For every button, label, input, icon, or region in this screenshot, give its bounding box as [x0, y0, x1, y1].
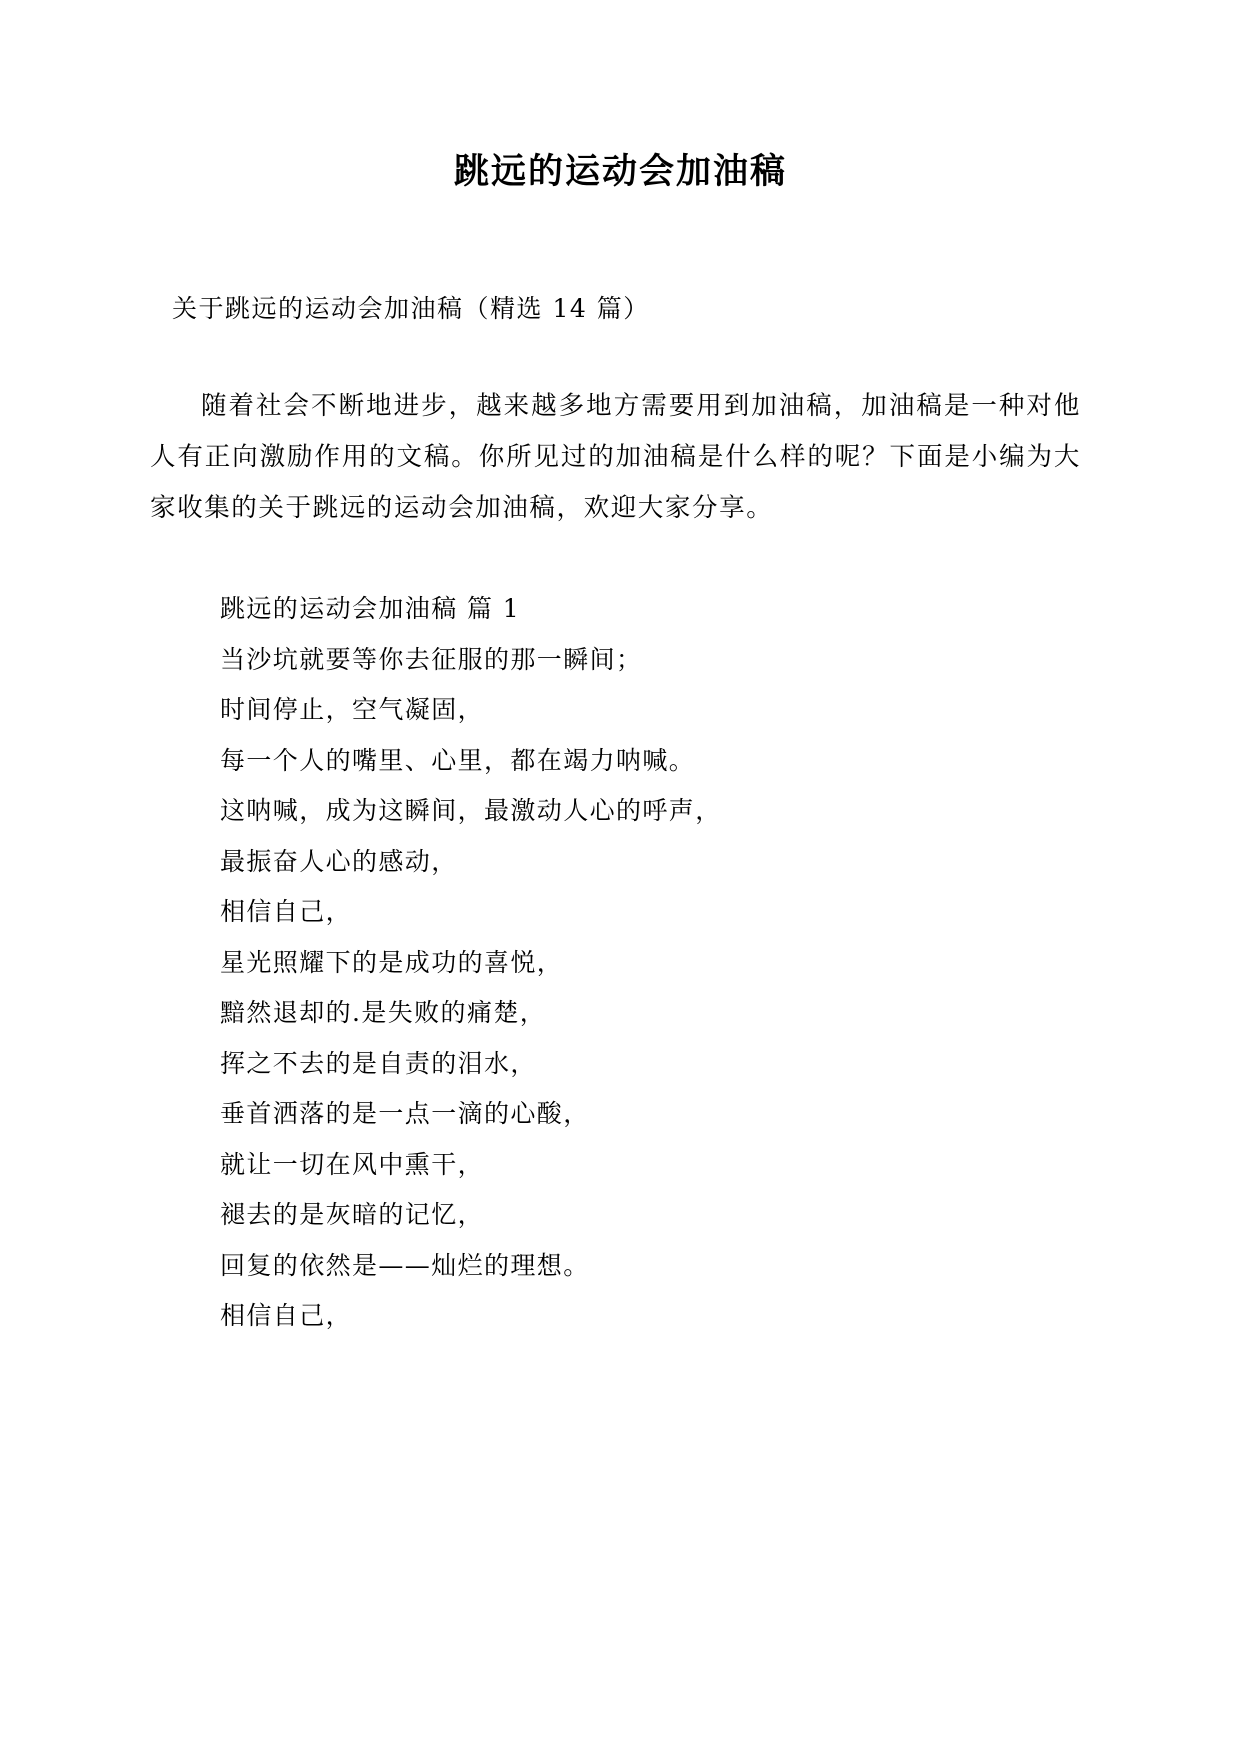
poem-line: 回复的依然是——灿烂的理想。: [220, 1250, 590, 1280]
section-body: [150, 584, 1091, 1342]
poem-line: 黯然退却的.是失败的痛楚，: [220, 998, 547, 1027]
poem-line: 最振奋人心的感动，: [220, 846, 458, 876]
document-subtitle: 关于跳远的运动会加油稿（精选 14 篇）: [172, 294, 650, 323]
poem-line: 这呐喊，成为这瞬间，最激动人心的呼声，: [220, 796, 722, 825]
poem-line: 褪去的是灰暗的记忆，: [220, 1200, 485, 1229]
page-title: 跳远的运动会加油稿: [453, 152, 787, 192]
poem-line: 相信自己，: [220, 897, 353, 926]
poem-line: 相信自己，: [220, 1301, 353, 1330]
poem-line: 星光照耀下的是成功的喜悦，: [220, 947, 564, 977]
intro-paragraph: 随着社会不断地进步，越来越多地方需要用到加油稿，加油稿是一种对他人有正向激励作用的文稿。你所见过的加油稿是什么样的呢？下面是小编为大家收集的关于跳远的运动会加油稿，欢迎大家分享。: [150, 391, 1081, 523]
poem-line: 挥之不去的是自责的泪水，: [220, 1048, 537, 1078]
poem-line: 当沙坑就要等你去征服的那一瞬间；: [220, 644, 643, 674]
poem-line: 时间停止，空气凝固，: [220, 695, 485, 724]
poem-line: 每一个人的嘴里、心里，都在竭力呐喊。: [220, 745, 696, 775]
poem-line: 垂首洒落的是一点一滴的心酸，: [220, 1099, 590, 1128]
poem-line: 就让一切在风中熏干，: [220, 1149, 485, 1179]
section-heading: 跳远的运动会加油稿 篇 1: [220, 594, 521, 623]
